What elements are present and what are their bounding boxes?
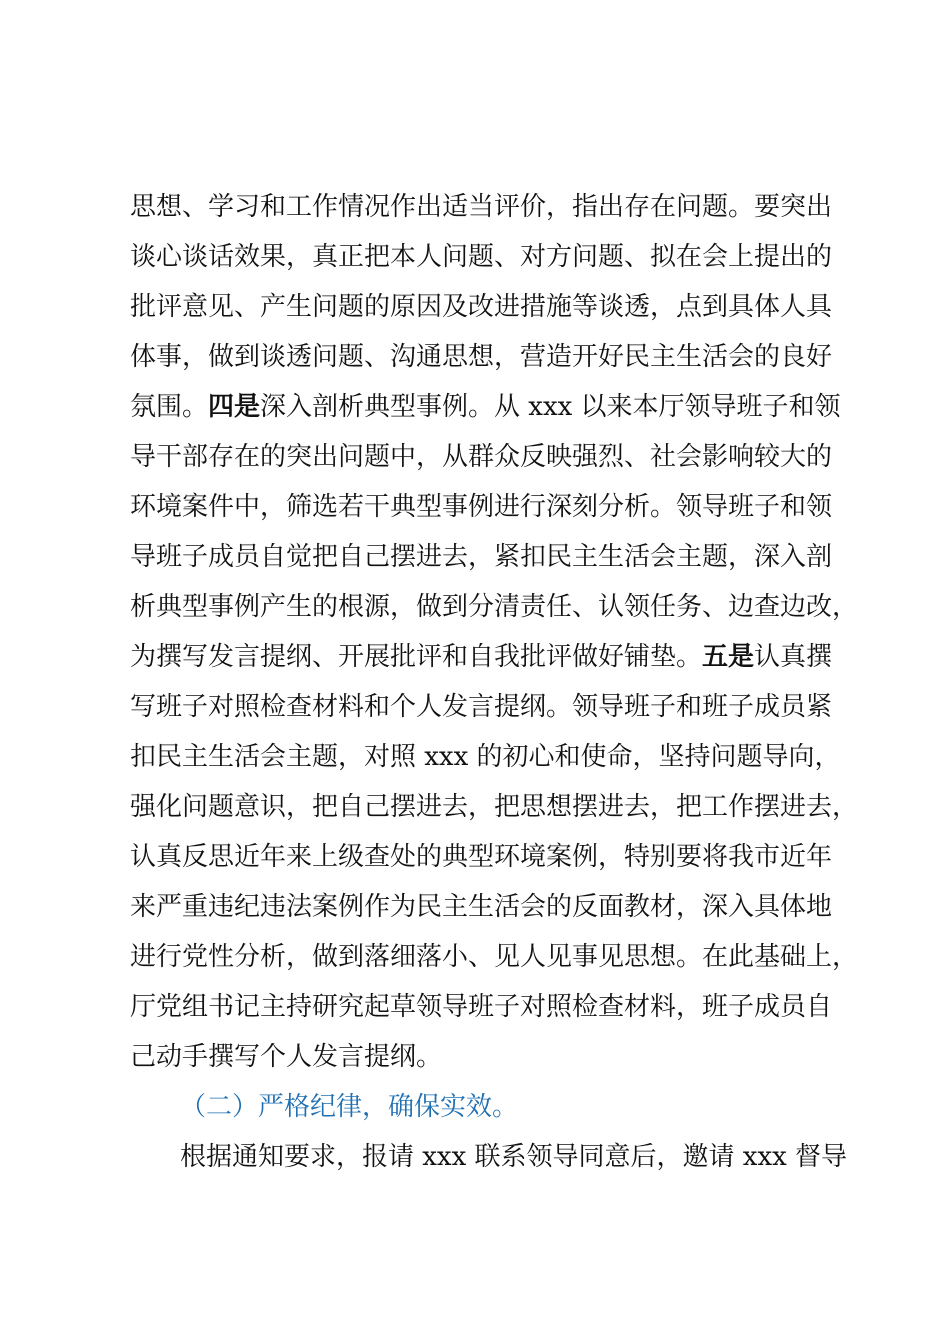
- text-run: 进行党性分析，做到落细落小、见人见事见思想。在此基础上，: [130, 942, 859, 972]
- body-line: [130, 340, 833, 374]
- body-line: [130, 740, 841, 774]
- body-line: [130, 490, 833, 524]
- bold-keyword: 五是: [702, 642, 755, 672]
- body-line: [130, 290, 833, 324]
- text-run: 认真撰: [754, 642, 833, 672]
- text-run: 为撰写发言提纲、开展批评和自我批评做好铺垫。: [130, 642, 703, 672]
- text-run: 扣民主生活会主题，对照 xxx 的初心和使命，坚持问题导向，: [130, 742, 841, 772]
- text-run: 写班子对照检查材料和个人发言提纲。领导班子和班子成员紧: [130, 692, 833, 722]
- text-run: 认真反思近年来上级查处的典型环境案例，特别要将我市近年: [130, 842, 833, 872]
- text-run: 深入剖析典型事例。从 xxx 以来本厅领导班子和领: [260, 392, 841, 422]
- body-line: [130, 890, 833, 924]
- body-line: [130, 690, 833, 724]
- body-line: [130, 590, 859, 624]
- body-line-last: [130, 1040, 830, 1074]
- text-run: 氛围。: [130, 392, 209, 422]
- body-line: [130, 440, 833, 474]
- bold-keyword: 四是: [208, 392, 261, 422]
- text-run: 思想、学习和工作情况作出适当评价，指出存在问题。要突出: [130, 192, 833, 222]
- body-line: [130, 540, 833, 574]
- text-run: 体事，做到谈透问题、沟通思想，营造开好民主生活会的良好: [130, 342, 833, 372]
- body-line: [130, 990, 833, 1024]
- body-line: [130, 190, 833, 224]
- body-line: [130, 240, 833, 274]
- body-line: [130, 640, 833, 674]
- body-line-indented: 根据通知要求，报请 xxx 联系领导同意后，邀请 xxx 督导: [180, 1142, 848, 1172]
- text-run: 批评意见、产生问题的原因及改进措施等谈透，点到具体人具: [130, 292, 833, 322]
- text-run: 谈心谈话效果，真正把本人问题、对方问题、拟在会上提出的: [130, 242, 833, 272]
- body-line: [130, 940, 859, 974]
- body-line: [130, 840, 833, 874]
- text-run: 析典型事例产生的根源，做到分清责任、认领任务、边查边改，: [130, 592, 859, 622]
- text-run: 己动手撰写个人发言提纲。: [130, 1042, 443, 1072]
- text-run: 强化问题意识，把自己摆进去，把思想摆进去，把工作摆进去，: [130, 792, 859, 822]
- text-run: 来严重违纪违法案例作为民主生活会的反面教材，深入具体地: [130, 892, 833, 922]
- section-heading: （二）严格纪律，确保实效。: [180, 1092, 519, 1122]
- text-run: 环境案件中，筛选若干典型事例进行深刻分析。领导班子和领: [130, 492, 833, 522]
- body-line: [130, 390, 841, 424]
- body-line: [130, 790, 859, 824]
- text-run: 厅党组书记主持研究起草领导班子对照检查材料，班子成员自: [130, 992, 833, 1022]
- text-run: 导班子成员自觉把自己摆进去，紧扣民主生活会主题，深入剖: [130, 542, 833, 572]
- text-run: 导干部存在的突出问题中，从群众反映强烈、社会影响较大的: [130, 442, 833, 472]
